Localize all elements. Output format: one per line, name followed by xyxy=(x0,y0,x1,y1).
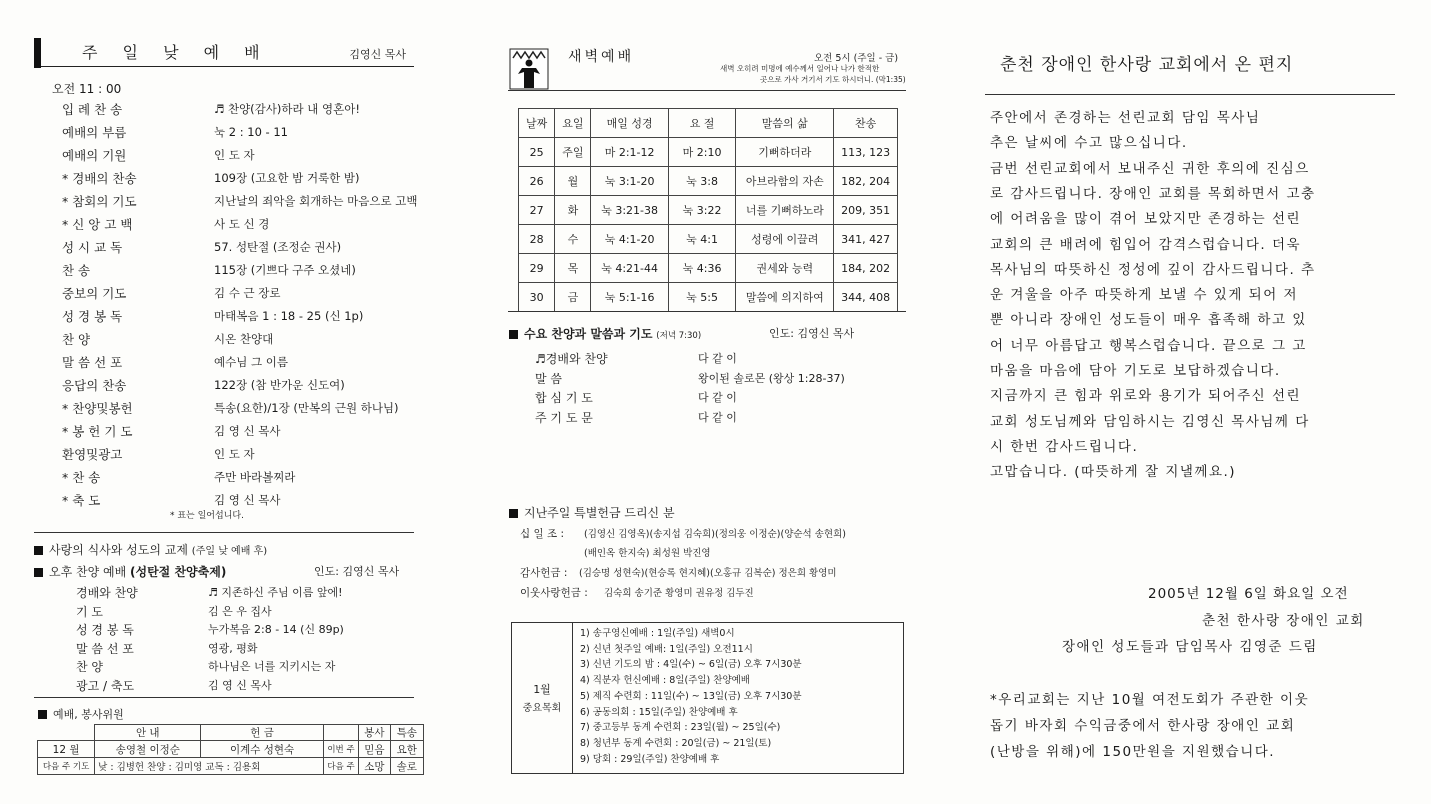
staff-head-usher: 안 내 xyxy=(95,725,201,741)
staff-cell: 이계수 성현숙 xyxy=(201,741,323,758)
letter-line: 고맙습니다. (따뜻하게 잘 지낼께요.) xyxy=(990,464,1237,481)
table-cell: 눅 4:36 xyxy=(668,254,736,283)
staff-cell: 소망 xyxy=(359,758,390,775)
afternoon-label: 기 도 xyxy=(76,604,103,619)
table-cell: 눅 3:1-20 xyxy=(591,167,668,196)
order-value: 115장 (기쁘다 구주 오셨네) xyxy=(214,263,356,277)
order-label: * 참회의 기도 xyxy=(62,194,137,209)
letter-line: 주안에서 존경하는 선린교회 담임 목사님 xyxy=(990,110,1261,126)
header-bar xyxy=(34,38,41,68)
afternoon-leader: 인도: 김영신 목사 xyxy=(314,565,400,578)
order-label: 중보의 기도 xyxy=(62,286,127,301)
support-note-line3: (난방을 위해)에 150만원을 지원했습니다. xyxy=(990,744,1276,760)
wednesday-title: 수요 찬양과 말씀과 기도 xyxy=(524,327,653,341)
offering-label: 이웃사랑헌금 : xyxy=(520,587,588,599)
order-value: 마태복음 1 : 18 - 25 (신 1p) xyxy=(214,309,364,323)
table-cell: 184, 202 xyxy=(834,254,898,283)
afternoon-value: 김 은 우 집사 xyxy=(208,604,272,618)
table-cell: 마 2:10 xyxy=(668,138,736,167)
table-cell: 29 xyxy=(519,254,555,283)
event-item: 7) 중고등부 동계 수련회 : 23일(월) ~ 25일(수) xyxy=(580,722,781,734)
staff-cell: 12 월 xyxy=(38,741,95,758)
order-label: 환영및광고 xyxy=(62,447,123,462)
staff-cell: 이번 주 xyxy=(323,741,358,758)
table-cell: 권세와 능력 xyxy=(736,254,834,283)
order-value: 122장 (참 반가운 신도여) xyxy=(214,378,345,392)
staff-cell: 솔로 xyxy=(390,758,423,775)
table-cell: 113, 123 xyxy=(834,138,898,167)
order-value: 김 영 신 목사 xyxy=(214,424,281,438)
table-header-cell: 요일 xyxy=(555,109,591,138)
letter-org: 춘천 한사랑 장애인 교회 xyxy=(1202,613,1365,629)
table-header-cell: 날짜 xyxy=(519,109,555,138)
dawn-reading-table xyxy=(518,108,898,312)
sunday-worship-header xyxy=(34,36,414,67)
divider xyxy=(508,90,906,91)
wednesday-leader: 인도: 김영신 목사 xyxy=(769,327,855,340)
letter-line: 어 너무 아름답고 행복스럽습니다. 끝으로 그 고 xyxy=(990,337,1307,354)
table-cell: 30 xyxy=(519,283,555,312)
table-cell: 눅 3:21-38 xyxy=(591,196,668,225)
letter-line: 지금까지 큰 힘과 위로와 용기가 되어주신 선린 xyxy=(990,388,1302,405)
letter-line: 금번 선린교회에서 보내주신 귀한 후의에 진심으 xyxy=(990,160,1310,177)
staff-table xyxy=(37,724,424,775)
staff-title: 예배, 봉사위원 xyxy=(53,708,124,721)
order-value: 시온 찬양대 xyxy=(214,332,274,346)
table-row xyxy=(519,167,898,196)
offering-names: 김숙희 송기준 황영미 권유정 김두진 xyxy=(604,588,754,599)
table-cell: 눅 5:1-16 xyxy=(591,283,668,312)
support-note-line1: *우리교회는 지난 10월 여전도회가 주관한 이웃 xyxy=(990,692,1310,708)
table-cell: 수 xyxy=(555,225,591,254)
table-cell: 182, 204 xyxy=(834,167,898,196)
order-value: ♬ 찬양(감사)하라 내 영혼아! xyxy=(214,102,360,116)
letter-line: 추은 날씨에 수고 많으십니다. xyxy=(990,135,1188,152)
table-cell: 눅 5:5 xyxy=(668,283,736,312)
offering-names: (배인옥 한지숙) 최성원 박진영 xyxy=(584,548,711,559)
wednesday-label: 주 기 도 문 xyxy=(535,410,593,425)
order-label: 성 시 교 독 xyxy=(62,240,123,255)
event-item: 3) 신년 기도의 밤 : 4일(수) ~ 6일(금) 오후 7시30분 xyxy=(580,659,802,671)
offering-names: (김영신 김영옥)(송지섭 김숙희)(정의웅 이정순)(양순석 송현희) xyxy=(584,529,846,540)
event-item: 5) 제직 수련회 : 11일(수) ~ 13일(금) 오후 7시30분 xyxy=(580,690,802,702)
afternoon-title: 오후 찬양 예배 xyxy=(49,565,127,579)
order-value: 지난날의 죄악을 회개하는 마음으로 고백 xyxy=(214,194,418,208)
staff-cell: 요한 xyxy=(390,741,423,758)
order-value: 눅 2 : 10 - 11 xyxy=(214,125,288,139)
divider xyxy=(985,94,1395,95)
event-item: 8) 청년부 동계 수련회 : 20일(금) ~ 21일(토) xyxy=(580,737,772,749)
order-label: 찬 양 xyxy=(62,332,91,347)
order-value: 김 수 근 장로 xyxy=(214,286,281,300)
order-value: 예수님 그 이름 xyxy=(214,355,288,369)
fellowship-title: 사랑의 식사와 성도의 교제 xyxy=(49,543,188,557)
wednesday-label: 말 씀 xyxy=(535,371,562,386)
table-header-cell: 말씀의 삶 xyxy=(736,109,834,138)
order-value: 김 영 신 목사 xyxy=(214,493,281,507)
dawn-worship-title: 새벽예배 xyxy=(568,49,635,65)
offering-header xyxy=(509,504,675,521)
fellowship-note: (주일 낮 예배 후) xyxy=(191,546,268,557)
dawn-verse-line1: 새벽 오히려 미명에 예수께서 일어나 나가 한적한 xyxy=(720,64,880,73)
dawn-verse-line2: 곳으로 가사 거기서 기도 하시더니. (막1:35) xyxy=(760,75,906,84)
letter-line: 마움을 마음에 담아 기도로 보답하겠습니다. xyxy=(990,363,1281,379)
wednesday-value: 다 같 이 xyxy=(698,352,737,365)
order-label: * 신 앙 고 백 xyxy=(62,217,133,232)
order-label: * 봉 헌 기 도 xyxy=(62,424,133,439)
afternoon-label: 말 씀 선 포 xyxy=(76,641,134,656)
divider xyxy=(34,697,414,698)
table-row xyxy=(519,138,898,167)
wednesday-label: 합 심 기 도 xyxy=(535,391,593,405)
table-header-cell: 요 절 xyxy=(668,109,736,138)
table-cell: 마 2:1-12 xyxy=(591,138,668,167)
table-cell: 기뻐하더라 xyxy=(736,138,834,167)
table-cell: 209, 351 xyxy=(834,196,898,225)
offering-names: (김승명 성현숙)(현승록 현지혜)(오홍규 김복순) 정은희 황영미 xyxy=(579,568,837,579)
table-cell: 28 xyxy=(519,225,555,254)
divider xyxy=(508,311,906,312)
order-label: * 찬양및봉헌 xyxy=(62,401,133,416)
letter-title: 춘천 장애인 한사랑 교회에서 온 편지 xyxy=(1000,55,1294,75)
support-note-line2: 돕기 바자회 수익금중에서 한사랑 장애인 교회 xyxy=(990,718,1296,734)
letter-line: 운 겨울을 아주 따뜻하게 보낼 수 있게 되어 저 xyxy=(990,287,1299,304)
events-list xyxy=(580,626,802,767)
wednesday-header xyxy=(509,325,899,342)
staff-cell: 다음 주 xyxy=(323,758,358,775)
square-bullet-icon xyxy=(34,568,43,577)
afternoon-label: 광고 / 축도 xyxy=(76,678,135,693)
table-cell: 말씀에 의지하여 xyxy=(736,283,834,312)
offering-title: 지난주일 특별헌금 드리신 분 xyxy=(524,506,675,520)
table-cell: 눅 4:1 xyxy=(668,225,736,254)
offering-label: 십 일 조 : xyxy=(520,528,564,540)
table-cell: 아브라함의 자손 xyxy=(736,167,834,196)
square-bullet-icon xyxy=(509,330,518,339)
table-header-cell: 찬송 xyxy=(834,109,898,138)
table-cell: 25 xyxy=(519,138,555,167)
staff-head-offering: 헌 금 xyxy=(201,725,323,741)
table-row xyxy=(519,254,898,283)
table-cell: 목 xyxy=(555,254,591,283)
staff-cell: 다음 주 기도 xyxy=(38,758,95,775)
letter-line: 시 한번 감사드립니다. xyxy=(990,438,1139,455)
afternoon-value: 김 영 신 목사 xyxy=(208,678,272,692)
sunday-worship-title: 주 일 낮 예 배 xyxy=(82,43,270,62)
letter-line: 교회의 큰 배려에 힘입어 감격스럽습니다. 더욱 xyxy=(990,236,1302,253)
event-item: 2) 신년 첫주일 예배: 1일(주일) 오전11시 xyxy=(580,643,753,655)
order-value: 인 도 자 xyxy=(214,447,255,461)
order-label: * 찬 송 xyxy=(62,470,101,485)
order-label: * 축 도 xyxy=(62,493,101,508)
wednesday-value: 다 같 이 xyxy=(698,391,737,404)
order-label: 말 씀 선 포 xyxy=(62,355,123,370)
table-cell: 성령에 이끌려 xyxy=(736,225,834,254)
fellowship-line xyxy=(34,541,267,558)
afternoon-value: 영광, 평화 xyxy=(208,641,258,655)
afternoon-value: 누가복음 2:8 - 14 (신 89p) xyxy=(208,623,344,636)
table-cell: 눅 3:8 xyxy=(668,167,736,196)
event-item: 4) 직분자 헌신예배 : 8일(주일) 찬양예배 xyxy=(580,675,750,687)
order-value: 109장 (고요한 밤 거룩한 밤) xyxy=(214,171,360,185)
order-label: 찬 송 xyxy=(62,263,91,278)
event-item: 1) 송구영신예배 : 1일(주일) 새벽0시 xyxy=(580,628,735,639)
afternoon-value: ♬ 지존하신 주님 이름 앞에! xyxy=(208,586,343,599)
square-bullet-icon xyxy=(509,509,518,518)
order-label: 입 례 찬 송 xyxy=(62,102,123,117)
table-row xyxy=(519,283,898,312)
staff-header xyxy=(38,706,124,722)
offering-label: 감사헌금 : xyxy=(520,567,568,579)
square-bullet-icon xyxy=(34,546,43,555)
order-label: 예배의 부름 xyxy=(62,125,127,140)
order-value: 특송(요한)/1장 (만복의 근원 하나님) xyxy=(214,401,399,415)
afternoon-header xyxy=(34,563,414,580)
letter-line: 로 감사드립니다. 장애인 교회를 목회하면서 고충 xyxy=(990,185,1316,202)
event-item: 9) 당회 : 29일(주일) 찬양예배 후 xyxy=(580,753,720,765)
event-item: 6) 공동의회 : 15일(주일) 찬양예배 후 xyxy=(580,706,738,718)
table-row xyxy=(519,196,898,225)
order-label: 예배의 기원 xyxy=(62,148,127,163)
month-cell xyxy=(512,623,573,773)
dawn-prayer-emblem xyxy=(509,48,549,90)
table-cell: 눅 4:1-20 xyxy=(591,225,668,254)
table-row xyxy=(519,225,898,254)
staff-head-special: 특송 xyxy=(390,725,423,741)
staff-cell: 송영철 이정순 xyxy=(95,741,201,758)
dawn-worship-time: 오전 5시 (주일 - 금) xyxy=(814,53,899,64)
staff-head-blank2 xyxy=(323,725,358,741)
order-value: 인 도 자 xyxy=(214,148,255,162)
letter-line: 교회 성도님께와 담임하시는 김영신 목사님께 다 xyxy=(990,413,1310,430)
letter-signature: 장애인 성도들과 담임목사 김영준 드림 xyxy=(1062,639,1318,655)
wednesday-value: 왕이된 솔로몬 (왕상 1:28-37) xyxy=(698,371,845,385)
order-label: 성 경 봉 독 xyxy=(62,309,123,324)
table-cell: 눅 3:22 xyxy=(668,196,736,225)
table-cell: 27 xyxy=(519,196,555,225)
table-cell: 341, 427 xyxy=(834,225,898,254)
divider xyxy=(34,532,414,533)
table-header-cell: 매일 성경 xyxy=(591,109,668,138)
table-cell: 너를 기뻐하노라 xyxy=(736,196,834,225)
order-label: * 경배의 찬송 xyxy=(62,171,137,186)
standing-note: * 표는 일어섭니다. xyxy=(170,511,244,521)
order-value: 주만 바라볼찌라 xyxy=(214,470,296,484)
order-label: 응답의 찬송 xyxy=(62,378,127,393)
wednesday-value: 다 같 이 xyxy=(698,410,737,424)
letter-line: 목사님의 따뜻하신 정성에 깊이 감사드립니다. 추 xyxy=(990,261,1316,278)
table-cell: 화 xyxy=(555,196,591,225)
table-cell: 눅 4:21-44 xyxy=(591,254,668,283)
afternoon-bold: (성탄절 찬양축제) xyxy=(130,565,227,579)
sunday-worship-pastor: 김영신 목사 xyxy=(349,48,406,61)
table-cell: 금 xyxy=(555,283,591,312)
table-cell: 주일 xyxy=(555,138,591,167)
afternoon-value: 하나님은 너를 지키시는 자 xyxy=(208,660,336,673)
praying-figure-icon xyxy=(509,48,549,90)
table-cell: 26 xyxy=(519,167,555,196)
order-value: 57. 성탄절 (조정순 권사) xyxy=(214,240,342,254)
table-cell: 344, 408 xyxy=(834,283,898,312)
afternoon-label: 경배와 찬양 xyxy=(76,586,138,600)
wednesday-time: (저녁 7:30) xyxy=(656,331,702,341)
service-time: 오전 11 : 00 xyxy=(52,82,122,96)
letter-date: 2005년 12월 6일 화요일 오전 xyxy=(1148,586,1349,602)
wednesday-label: ♬경배와 찬양 xyxy=(535,352,608,366)
january-events-box xyxy=(511,622,904,774)
letter-line: 뿐 아니라 장애인 성도들이 매우 흡족해 하고 있 xyxy=(990,312,1307,329)
month-label: 1월 xyxy=(533,683,551,696)
staff-head-service: 봉사 xyxy=(359,725,390,741)
order-value: 사 도 신 경 xyxy=(214,217,270,231)
square-bullet-icon xyxy=(38,710,47,719)
staff-cell: 믿음 xyxy=(359,741,390,758)
month-sub: 중요목회 xyxy=(522,703,562,714)
afternoon-label: 찬 양 xyxy=(76,660,103,674)
letter-line: 에 어려움을 많이 겪어 보았지만 존경하는 선린 xyxy=(990,211,1302,228)
staff-head-blank xyxy=(38,725,95,741)
staff-cell: 낮 : 김병헌 찬양 : 김미영 교독 : 김용회 xyxy=(95,758,324,775)
afternoon-label: 성 경 봉 독 xyxy=(76,623,134,637)
table-cell: 월 xyxy=(555,167,591,196)
